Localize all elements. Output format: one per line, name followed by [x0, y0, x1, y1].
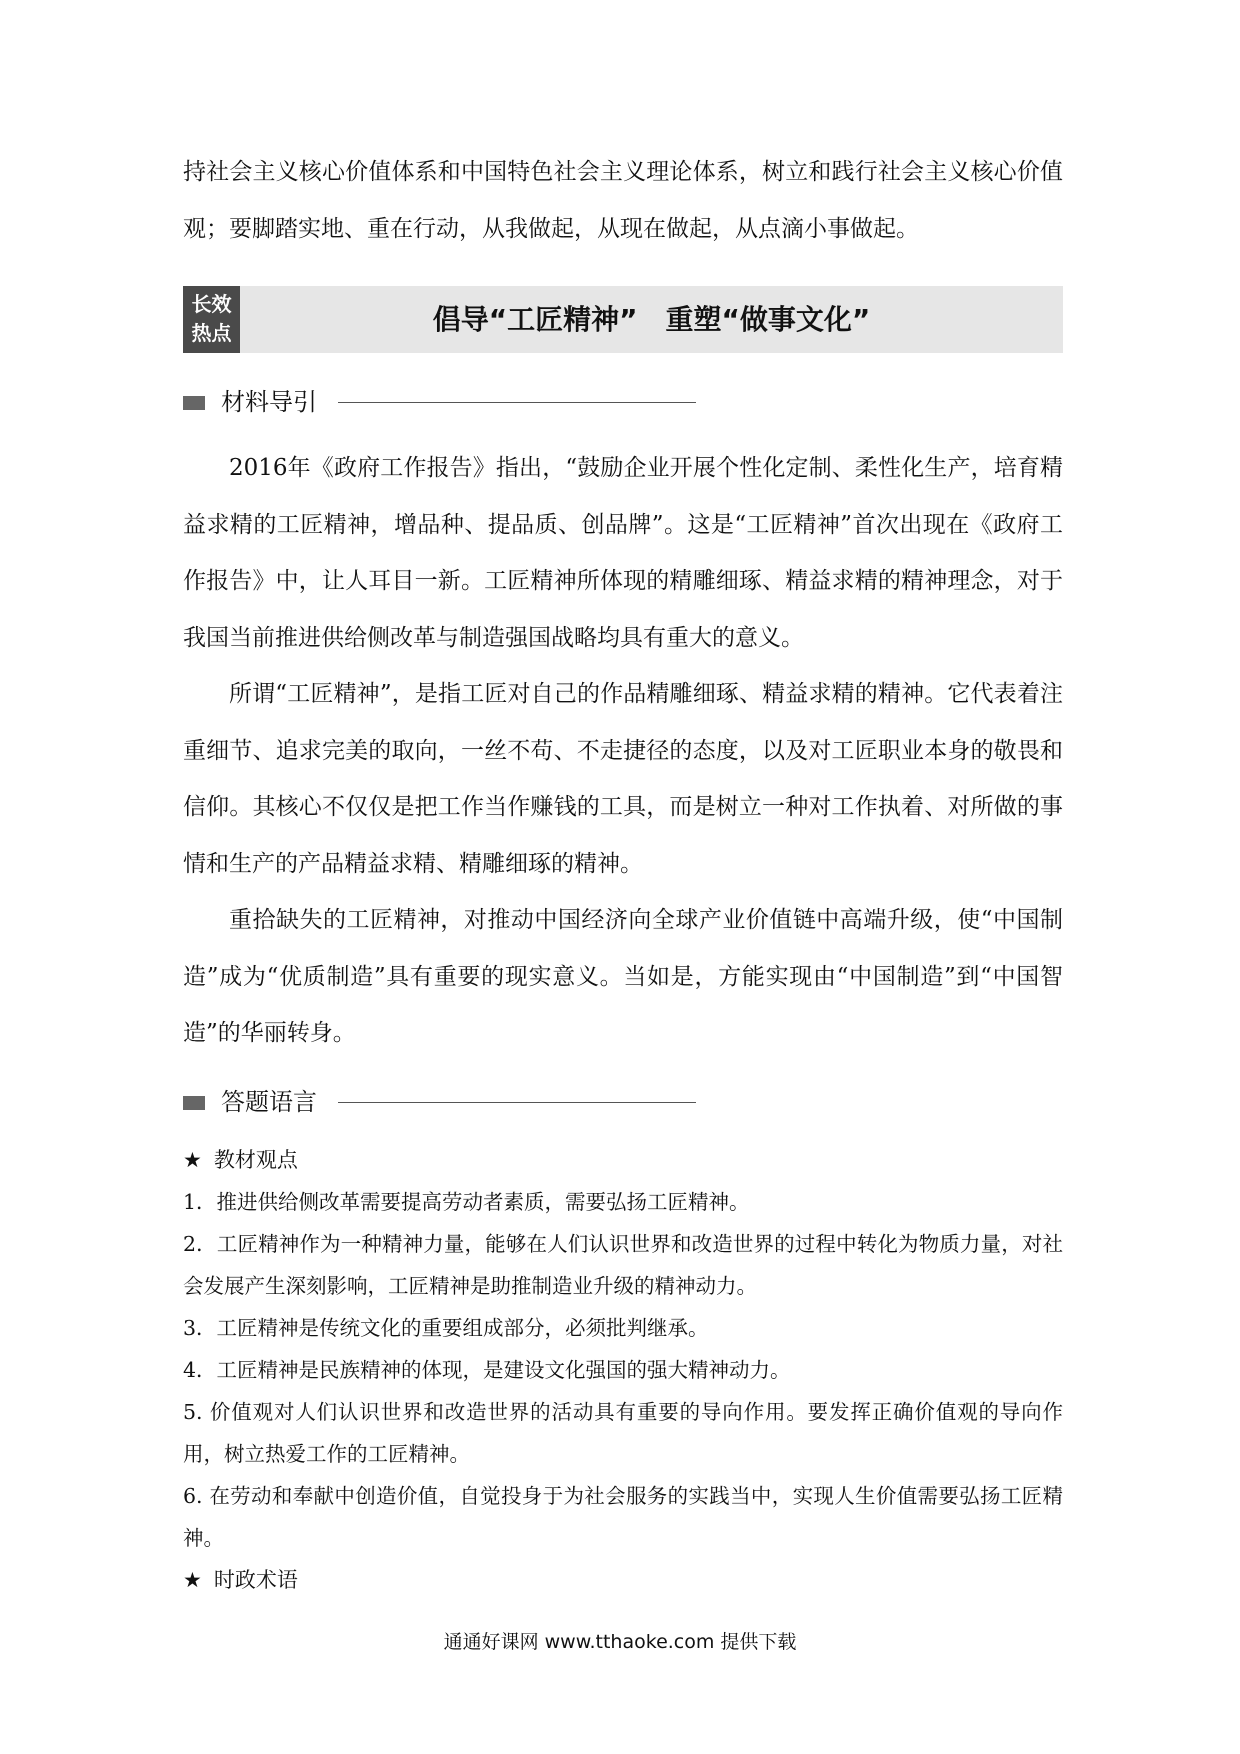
subheading-label: 教材观点: [213, 1148, 298, 1172]
banner-title: 倡导“工匠精神” 重塑“做事文化”: [432, 303, 871, 336]
subheading-label: 时政术语: [213, 1568, 298, 1592]
tag-line-2: 热点: [191, 321, 232, 345]
section-square-icon: [183, 1096, 205, 1110]
material-paragraph: 重拾缺失的工匠精神，对推动中国经济向全球产业价值链中高端升级，使“中国制造”成为“优质制造”具有重要的现实意义。当如是，方能实现由“中国制造”到“中国智造”的华丽转身。: [183, 907, 1063, 1046]
section-square-icon: [183, 396, 205, 410]
page-footer: 通通好课网 www.tthaoke.com 提供下载: [443, 1631, 797, 1653]
tag-line-1: 长效: [191, 292, 232, 316]
star-icon: ★: [183, 1148, 202, 1172]
intro-paragraph: 持社会主义核心价值体系和中国特色社会主义理论体系，树立和践行社会主义核心价值观；要脚踏实地、重在行动，从我做起，从现在做起，从点滴小事做起。: [183, 159, 1063, 242]
section-heading-label: 材料导引: [221, 388, 317, 416]
list-item: 3．工匠精神是传统文化的重要组成部分，必须批判继承。: [183, 1316, 709, 1340]
section-divider: [338, 402, 696, 403]
list-item: 1．推进供给侧改革需要提高劳动者素质，需要弘扬工匠精神。: [183, 1190, 750, 1214]
material-body: [183, 440, 1063, 1062]
answer-points: [183, 1139, 1063, 1601]
material-paragraph: 2016年《政府工作报告》指出，“鼓励企业开展个性化定制、柔性化生产，培育精益求精的工匠精神，增品种、提品质、创品牌”。这是“工匠精神”首次出现在《政府工作报告》中，让人耳目一新。工匠精神所体现的精雕细琢、精益求精的精神理念，对于我国当前推进供给侧改革与制造强国战略均具有重大的意义。: [183, 455, 1063, 651]
hot-topic-tag: [183, 286, 240, 353]
subheading-political-terms: [183, 1559, 1063, 1601]
hot-topic-banner: [183, 286, 1063, 353]
list-item: 5. 价值观对人们认识世界和改造世界的活动具有重要的导向作用。要发挥正确价值观的导向作用，树立热爱工作的工匠精神。: [183, 1400, 1063, 1466]
star-icon: ★: [183, 1568, 202, 1592]
subheading-textbook-views: [183, 1139, 1063, 1181]
section-divider: [338, 1102, 696, 1103]
list-item: 6. 在劳动和奉献中创造价值，自觉投身于为社会服务的实践当中，实现人生价值需要弘扬工匠精神。: [183, 1484, 1063, 1550]
section-heading-label: 答题语言: [221, 1088, 317, 1116]
material-paragraph: 所谓“工匠精神”，是指工匠对自己的作品精雕细琢、精益求精的精神。它代表着注重细节、追求完美的取向，一丝不苟、不走捷径的态度，以及对工匠职业本身的敬畏和信仰。其核心不仅仅是把工作当作赚钱的工具，而是树立一种对工作执着、对所做的事情和生产的产品精益求精、精雕细琢的精神。: [183, 681, 1063, 877]
list-item: 2．工匠精神作为一种精神力量，能够在人们认识世界和改造世界的过程中转化为物质力量，对社会发展产生深刻影响，工匠精神是助推制造业升级的精神动力。: [183, 1232, 1063, 1298]
list-item: 4．工匠精神是民族精神的体现，是建设文化强国的强大精神动力。: [183, 1358, 791, 1382]
